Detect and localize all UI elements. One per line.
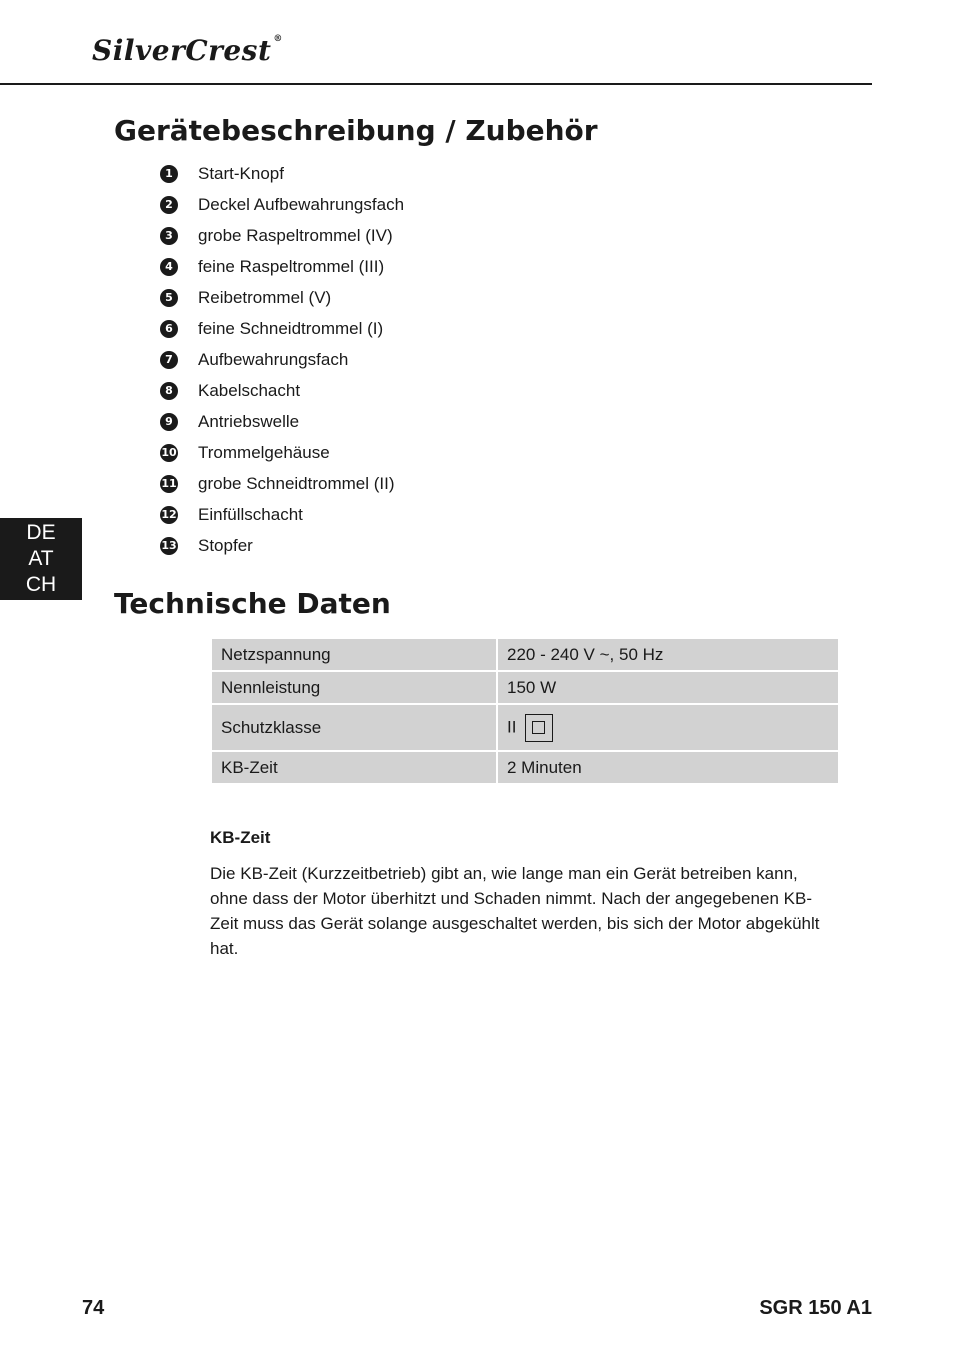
- brand-logo: [92, 34, 283, 67]
- lang-de: DE: [26, 521, 56, 544]
- item-label: Deckel Aufbewahrungsfach: [198, 194, 405, 214]
- item-label: feine Schneidtrommel (I): [198, 318, 384, 338]
- table-row: [212, 705, 838, 750]
- protection-class-ii-icon: [525, 714, 553, 742]
- table-row: [212, 752, 838, 783]
- item-number-badge: 4: [160, 258, 178, 276]
- header-rule: [0, 83, 872, 85]
- list-item: [160, 375, 404, 406]
- item-number-badge: 11: [160, 475, 178, 493]
- item-number-badge: 9: [160, 413, 178, 431]
- list-item: [160, 344, 404, 375]
- item-label: Kabelschacht: [198, 380, 301, 400]
- item-label: grobe Schneidtrommel (II): [198, 473, 395, 493]
- item-number-badge: 3: [160, 227, 178, 245]
- spec-value: 150 W: [498, 672, 838, 703]
- section-title-description: Gerätebeschreibung / Zubehör: [114, 114, 598, 147]
- table-row: [212, 672, 838, 703]
- model-number: SGR 150 A1: [759, 1297, 872, 1319]
- item-label: Aufbewahrungsfach: [198, 349, 349, 369]
- item-label: Start-Knopf: [198, 163, 284, 183]
- language-tab: [0, 518, 82, 600]
- item-number-badge: 1: [160, 165, 178, 183]
- spec-value: 220 - 240 V ~, 50 Hz: [498, 639, 838, 670]
- note-title: KB-Zeit: [210, 828, 271, 847]
- list-item: [160, 251, 404, 282]
- item-label: Reibetrommel (V): [198, 287, 332, 307]
- item-number-badge: 10: [160, 444, 178, 462]
- note-body: Die KB-Zeit (Kurzzeitbetrieb) gibt an, wie lange man ein Gerät betreiben kann, ohne dass der Motor überhitzt und Schaden nimmt. Nach der angegebenen KB-Zeit muss das Gerät solange ausgeschaltet werden, bis sich der Motor abgekühlt hat.: [210, 864, 820, 958]
- spec-value: 2 Minuten: [498, 752, 838, 783]
- list-item: [160, 282, 404, 313]
- spec-key: Nennleistung: [212, 672, 496, 703]
- item-number-badge: 7: [160, 351, 178, 369]
- spec-value-cell: [498, 705, 838, 750]
- table-row: [212, 639, 838, 670]
- page-number: 74: [82, 1297, 105, 1319]
- trademark-symbol: ®: [273, 34, 283, 44]
- item-label: Trommelgehäuse: [198, 442, 330, 462]
- list-item: [160, 530, 404, 561]
- item-label: Antriebswelle: [198, 411, 300, 431]
- list-item: [160, 437, 404, 468]
- spec-key: Schutzklasse: [212, 705, 496, 750]
- list-item: [160, 468, 404, 499]
- item-label: Stopfer: [198, 535, 253, 555]
- item-number-badge: 5: [160, 289, 178, 307]
- list-item: [160, 220, 404, 251]
- spec-key: Netzspannung: [212, 639, 496, 670]
- spec-table: [210, 637, 840, 785]
- parts-list: [160, 158, 404, 561]
- item-number-badge: 2: [160, 196, 178, 214]
- item-label: feine Raspeltrommel (III): [198, 256, 385, 276]
- lang-at: AT: [28, 547, 54, 570]
- spec-key: KB-Zeit: [212, 752, 496, 783]
- list-item: [160, 189, 404, 220]
- section-title-technical-data: Technische Daten: [114, 587, 391, 620]
- list-item: [160, 158, 404, 189]
- spec-value: II: [507, 716, 517, 736]
- lang-ch: CH: [25, 573, 57, 596]
- item-number-badge: 6: [160, 320, 178, 338]
- brand-name: SilverCrest: [92, 34, 272, 67]
- list-item: [160, 406, 404, 437]
- item-label: grobe Raspeltrommel (IV): [198, 225, 393, 245]
- item-label: Einfüllschacht: [198, 504, 303, 524]
- list-item: [160, 313, 404, 344]
- item-number-badge: 13: [160, 537, 178, 555]
- item-number-badge: 12: [160, 506, 178, 524]
- list-item: [160, 499, 404, 530]
- item-number-badge: 8: [160, 382, 178, 400]
